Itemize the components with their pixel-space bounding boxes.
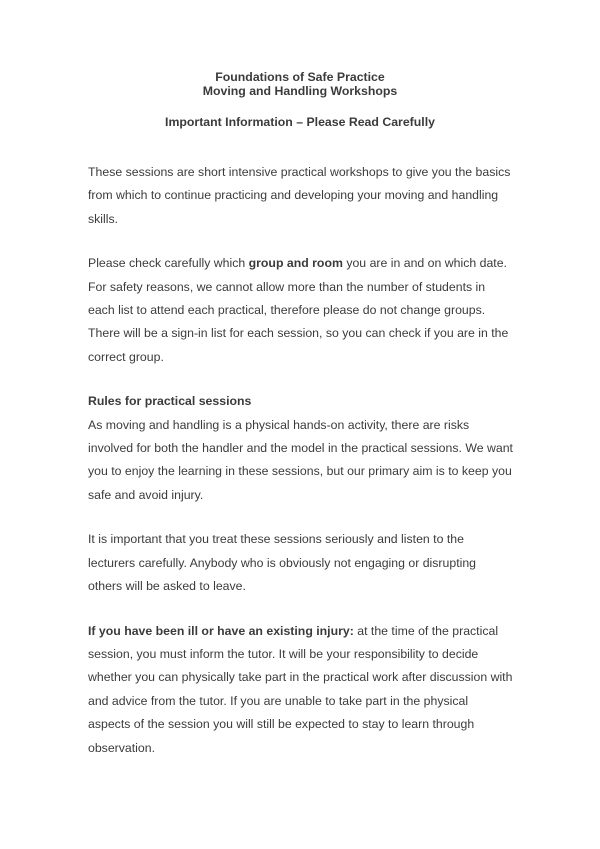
text-line [88,437,512,460]
text-line [88,737,512,760]
text-line [88,690,512,713]
bold-text: Rules for practical sessions [88,394,252,409]
title-line-2: Moving and Handling Workshops [202,84,398,98]
text-segment: aspects of the session you will still be expected to stay to learn through [88,717,475,732]
text-line [88,643,512,666]
text-line [88,322,512,345]
document-subtitle: Important Information – Please Read Carefully [165,115,435,129]
text-segment: each list to attend each practical, therefore please do not change groups. [88,303,486,318]
title-line-1: Foundations of Safe Practice [215,70,385,84]
text-line [88,346,512,369]
text-segment: As moving and handling is a physical hands-on activity, there are risks [88,417,470,432]
text-segment: For safety reasons, we cannot allow more than the number of students in [88,279,486,294]
text-line [88,666,512,689]
text-segment: whether you can physically take part in the practical work after discussion with [88,670,513,685]
text-line [88,620,512,643]
document-title [88,70,512,98]
text-segment: Please check carefully which [88,256,249,271]
text-segment: safe and avoid injury. [88,487,204,502]
text-line [88,299,512,322]
text-segment: from which to continue practicing and developing your moving and handling [88,188,499,203]
document-body [88,161,512,760]
paragraph-groups [88,252,512,369]
text-segment: you are in and on which date. [342,256,507,271]
text-segment: others will be asked to leave. [88,579,246,594]
paragraph-conduct [88,528,512,598]
text-line [88,414,512,437]
bold-text: group and room [248,256,343,271]
text-segment: observation. [88,740,155,755]
text-segment: and advice from the tutor. If you are unable to take part in the physical [88,693,469,708]
text-segment: session, you must inform the tutor. It will be your responsibility to decide [88,646,479,661]
text-segment: lecturers carefully. Anybody who is obviously not engaging or disrupting [88,555,477,570]
text-segment: at the time of the practical [353,623,499,638]
text-segment: There will be a sign-in list for each session, so you can check if you are in the [88,326,509,341]
text-line [88,252,512,275]
text-segment: It is important that you treat these sessions seriously and listen to the [88,532,464,547]
text-line [88,460,512,483]
paragraph-illness-injury [88,620,512,760]
text-line [88,184,512,207]
text-segment: These sessions are short intensive practical workshops to give you the basics [88,165,511,179]
text-line [88,208,512,231]
paragraph-intro [88,161,512,231]
text-line [88,528,512,551]
text-segment: correct group. [88,349,164,364]
bold-text: If you have been ill or have an existing injury: [88,623,354,638]
text-segment: you to enjoy the learning in these sessions, but our primary aim is to keep you [88,464,512,479]
paragraph-rules-for-practical-sessions [88,390,512,507]
text-line [88,484,512,507]
text-line [88,575,512,598]
text-line [88,276,512,299]
text-line [88,713,512,736]
text-line [88,390,512,413]
text-segment: involved for both the handler and the model in the practical sessions. We want [88,441,513,456]
text-segment: skills. [88,211,119,226]
text-line [88,552,512,575]
text-line [88,161,512,184]
